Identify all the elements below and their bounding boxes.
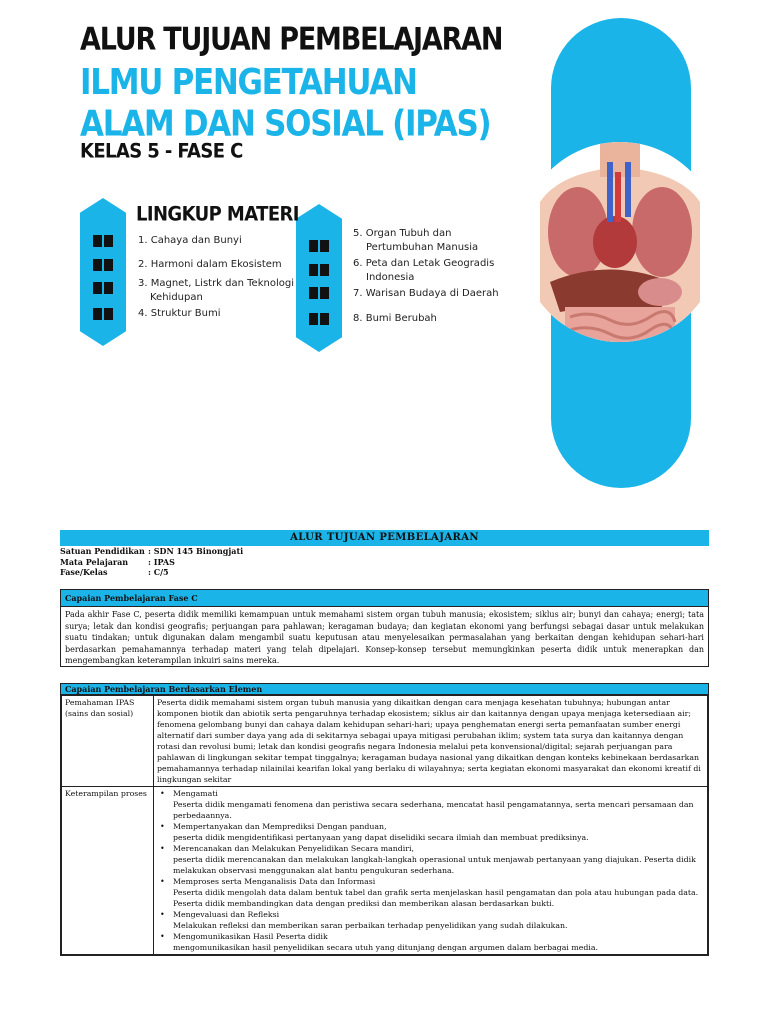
materi-item: 1. Cahaya dan Bunyi (138, 235, 242, 246)
cover-title: ALUR TUJUAN PEMBELAJARAN (80, 22, 503, 58)
item-desc: peserta didik mengidentifikasi pertanyaan yang dapat diselidiki secara ilmiah dan membuat prediksinya. (173, 833, 589, 842)
meta-label: Mata Pelajaran (60, 556, 129, 567)
elemen-title: Capaian Pembelajaran Berdasarkan Elemen (61, 684, 708, 695)
item-title: Memproses serta Menganalisis Data dan Informasi (173, 877, 376, 886)
doc-header: ALUR TUJUAN PEMBELAJARAN (60, 530, 709, 546)
materi-item: 7. Warisan Budaya di Daerah (353, 288, 499, 299)
keterampilan-list (157, 788, 704, 953)
materi-item-cont: Pertumbuhan Manusia (366, 242, 479, 253)
meta-block (60, 546, 243, 578)
meta-value: : IPAS (148, 556, 175, 567)
table-row (62, 696, 708, 787)
elemen-table (61, 695, 708, 955)
list-item (160, 843, 704, 876)
class-phase: KELAS 5 - FASE C (80, 140, 243, 164)
list-item (160, 876, 704, 909)
bullet-icon: • (160, 932, 165, 941)
elemen-box (60, 683, 709, 956)
item-desc: mengomunikasikan hasil penyelidikan secara utuh yang ditunjang dengan argumen dalam berbagai media. (173, 943, 598, 952)
hexagon-right (296, 204, 342, 352)
materi-item: 6. Peta dan Letak Geogradis (353, 258, 495, 269)
item-desc: Peserta didik mengolah data dalam bentuk tabel dan grafik serta menjelaskan hasil pengamatan dan pola atau hubungan pada data. Peserta didik membandingkan data dengan prediksi dan memberikan alasan berdasarkan bukti. (173, 888, 699, 908)
book-icon (92, 305, 114, 321)
cp-title: Capaian Pembelajaran Fase C (61, 590, 708, 607)
materi-item: 4. Struktur Bumi (138, 308, 221, 319)
item-title: Mengevaluasi dan Refleksi (173, 910, 280, 919)
meta-row (60, 546, 243, 557)
materi-item: 8. Bumi Berubah (353, 313, 437, 324)
cover-subject (80, 62, 490, 145)
torso-model-image (520, 142, 720, 342)
item-title: Mengomunikasikan Hasil Peserta didik (173, 932, 328, 941)
item-title: Mengamati (173, 789, 218, 798)
item-title: Merencanakan dan Melakukan Penyelidikan Secara mandiri, (173, 844, 414, 853)
cover-section (0, 0, 768, 500)
book-icon (92, 279, 114, 295)
meta-value: : C/5 (148, 567, 169, 577)
table-row (62, 787, 708, 955)
subject-line-1: ILMU PENGETAHUAN (80, 62, 417, 104)
list-item (160, 909, 704, 931)
cp-box (60, 589, 709, 667)
bullet-icon: • (160, 910, 165, 919)
materi-item-cont: Kehidupan (150, 292, 203, 303)
subject-line-2: ALAM DAN SOSIAL (IPAS) (80, 103, 491, 145)
meta-row (60, 557, 243, 568)
pemahaman-label: Pemahaman IPAS (65, 698, 135, 707)
pemahaman-sublabel: (sains dan sosial) (65, 709, 134, 718)
book-icon (308, 237, 330, 253)
lingkup-heading: LINGKUP MATERI (136, 203, 299, 227)
materi-item-cont: Indonesia (366, 272, 415, 283)
item-title: Mempertanyakan dan Memprediksi Dengan panduan, (173, 822, 387, 831)
meta-value: : SDN 145 Binongjati (148, 546, 244, 556)
bullet-icon: • (160, 877, 165, 886)
list-item (160, 821, 704, 843)
pemahaman-text: Peserta didik memahami sistem organ tubuh manusia yang dikaitkan dengan cara menjaga kesehatan tubuhnya; hubungan antar komponen biotik dan abiotik serta pengaruhnya terhadap ekosistem; siklus air dan kaitannya dengan upaya menjaga ketersediaan air; fenomena gelombang bunyi dan cahaya dalam kehidupan sehari-hari; upaya penghematan energi serta pemanfaatan sumber energi alternatif dari sumber daya yang ada di sekitarnya sebagai upaya mitigasi perubahan iklim; system tata surya dan kaitannya dengan rotasi dan revolusi bumi; letak dan kondisi geografis negara Indonesia melalui peta konvensional/digital; sejarah perjuangan para pahlawan di lingkungan sekitar tempat tinggalnya; keragaman budaya nasional yang dikaitkan dengan konteks kebinekaan berdasarkan pemahamannya terhadap nilainilai kearifan lokal yang berlaku di wilayahnya; serta kegiatan ekonomi masyarakat dan ekonomi kreatif di lingkungan sekitar (154, 696, 708, 787)
keterampilan-label: Keterampilan proses (62, 787, 154, 955)
list-item (160, 931, 704, 953)
book-icon (308, 261, 330, 277)
bullet-icon: • (160, 789, 165, 798)
materi-item: 2. Harmoni dalam Ekosistem (138, 259, 282, 270)
book-icon (92, 256, 114, 272)
book-icon (308, 284, 330, 300)
book-icon (92, 232, 114, 248)
cp-text: Pada akhir Fase C, peserta didik memiliki kemampuan untuk memahami sistem organ tubuh manusia; ekosistem; siklus air; bunyi dan cahaya; energi; tata surya; letak dan kondisi geografis; perjuangan para pahlawan; keragaman budaya; dan kegiatan ekonomi yang berfungsi sebagai dasar untuk melakukan suatu tindakan; untuk digunakan dalam mengambil suatu keputusan atau menyelesaikan permasalahan yang berkaitan dengan kehidupan sehari-hari berdasarkan pemahamannya terhadap materi yang telah dipelajari. Konsep-konsep tersebut memungkinkan peserta didik untuk menerapkan dan mengembangkan keterampilan inkuiri sains mereka. (65, 610, 704, 665)
meta-label: Fase/Kelas (60, 567, 108, 577)
bullet-icon: • (160, 822, 165, 831)
pemahaman-label-cell (62, 696, 154, 787)
materi-item: 5. Organ Tubuh dan (353, 228, 452, 239)
meta-row (60, 567, 243, 578)
item-desc: Melakukan refleksi dan memberikan saran perbaikan terhadap penyelidikan yang sudah dilakukan. (173, 921, 568, 930)
materi-item: 3. Magnet, Listrk dan Teknologi (138, 278, 294, 289)
book-icon (308, 310, 330, 326)
keterampilan-cell (154, 787, 708, 955)
meta-label: Satuan Pendidikan (60, 546, 145, 556)
list-item (160, 788, 704, 821)
bullet-icon: • (160, 844, 165, 853)
item-desc: Peserta didik mengamati fenomena dan peristiwa secara sederhana, mencatat hasil pengamatannya, serta mencari persamaan dan perbedaannya. (173, 800, 694, 820)
hexagon-left (80, 198, 126, 346)
item-desc: peserta didik merencanakan dan melakukan langkah-langkah operasional untuk menjawab pertanyaan yang diajukan. Peserta didik melakukan observasi menggunakan alat bantu pengukuran sederhana. (173, 855, 696, 875)
